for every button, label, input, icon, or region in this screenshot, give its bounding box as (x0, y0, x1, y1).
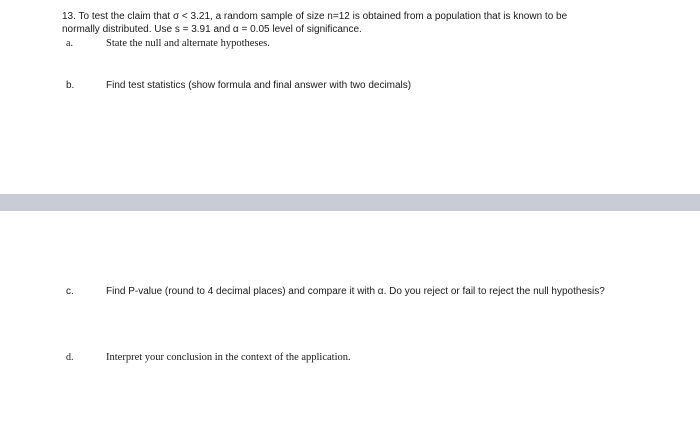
part-d-text: Interpret your conclusion in the context of the application. (106, 352, 351, 363)
part-d-letter: d. (66, 352, 74, 363)
question-intro (62, 10, 662, 36)
part-c-text: Find P-value (round to 4 decimal places) and compare it with α. Do you reject or fail to reject the null hypothesis? (106, 286, 605, 297)
question-intro-line-1: 13. To test the claim that σ < 3.21, a random sample of size n=12 is obtained from a population that is known to be (62, 11, 568, 22)
page-separator-band (0, 194, 700, 211)
part-a-letter: a. (66, 38, 73, 49)
part-a-text: State the null and alternate hypotheses. (106, 38, 270, 49)
question-intro-line-2: normally distributed. Use s = 3.91 and α = 0.05 level of significance. (62, 24, 362, 35)
part-c-letter: c. (66, 286, 74, 297)
part-b-text: Find test statistics (show formula and final answer with two decimals) (106, 80, 412, 91)
part-b-letter: b. (66, 80, 75, 91)
